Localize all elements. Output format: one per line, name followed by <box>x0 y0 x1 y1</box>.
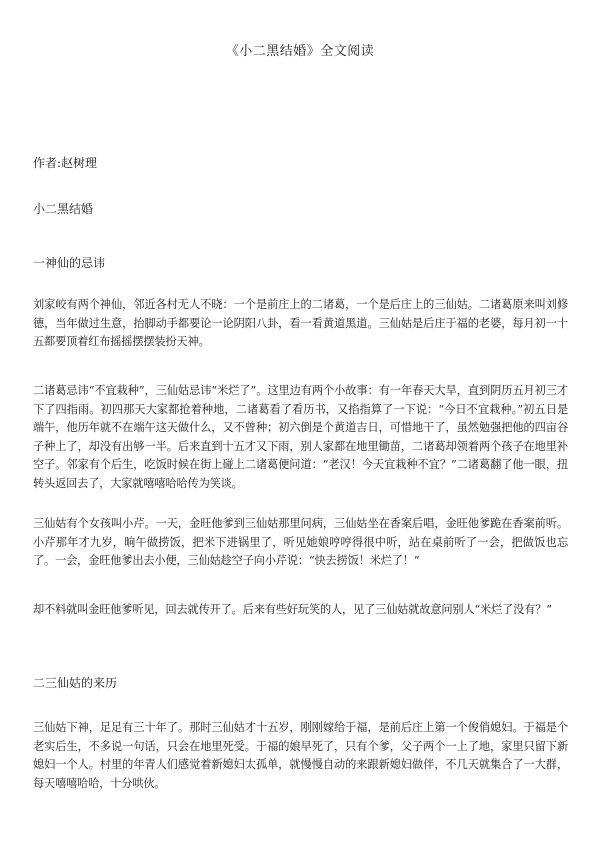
paragraph-5: 三仙姑下神，足足有三十年了。那时三仙姑才十五岁，刚刚嫁给于福，是前后庄上第一个俊俏媳妇。于福是个老实后生，不多说一句话，只会在地里死受。于福的娘早死了，只有个爹，父子两个一上了地，家里只留下新媳妇一个人。村里的年青人们感觉着新媳妇太孤单，就慢慢自动的来跟新媳妇做伴，不几天就集合了一大群，每天嘻嘻哈哈，十分哄伙。 <box>33 721 568 790</box>
paragraph-1: 刘家峧有两个神仙，邻近各村无人不晓：一个是前庄上的二诸葛，一个是后庄上的三仙姑。二诸葛原来叫刘修德，当年做过生意，抬脚动手都要论一论阴阳八卦，看一看黄道黑道。三仙姑是后庄于福的老婆，每月初一十五都要顶着红布摇摇摆摆装扮天神。 <box>33 298 568 348</box>
paragraph-3: 三仙姑有个女孩叫小芹。一天，金旺他爹到三仙姑那里问病，三仙姑坐在香案后唱，金旺他爹跪在香案前听。小芹那年才九岁，晌午做捞饭，把米下进锅里了，听见她娘哼哼得很中听，站在桌前听了一会，把做饭也忘了。一会，金旺他爹出去小便，三仙姑趁空子向小芹说：“快去捞饭！米烂了！” <box>33 517 568 567</box>
paragraph-4: 却不料就叫金旺他爹听见，回去就传开了。后来有些好玩笑的人，见了三仙姑就故意问别人“米烂了没有？” <box>33 603 552 616</box>
book-title-line: 小二黑结婚 <box>33 202 94 216</box>
paragraph-2: 二诸葛忌讳“不宜栽种”，三仙姑忌讳“米烂了”。这里边有两个小故事：有一年春天大旱，直到阴历五月初三才下了四指雨。初四那天大家都抢着种地，二诸葛看了看历书，又掐指算了一下说：“今日不宜栽种。”初五日是端午，他历年就不在端午这天做什么，又不曾种；初六倒是个黄道吉日，可惜地干了，虽然勉强把他的四亩谷子种上了，却没有出够一半。后来直到十五才又下雨，别人家都在地里锄苗，二诸葛却领着两个孩子在地里补空子。邻家有个后生，吃饭时候在街上碰上二诸葛便问道：“老汉！今天宜栽种不宜？”二诸葛翻了他一眼，扭转头返回去了，大家就嘻嘻哈哈传为笑谈。 <box>33 384 568 490</box>
author-line: 作者:赵树理 <box>33 156 98 170</box>
section-heading-1: 一神仙的忌讳 <box>33 256 106 270</box>
section-heading-2: 二三仙姑的来历 <box>33 676 118 690</box>
document-title: 《小二黑结婚》全文阅读 <box>225 44 375 59</box>
